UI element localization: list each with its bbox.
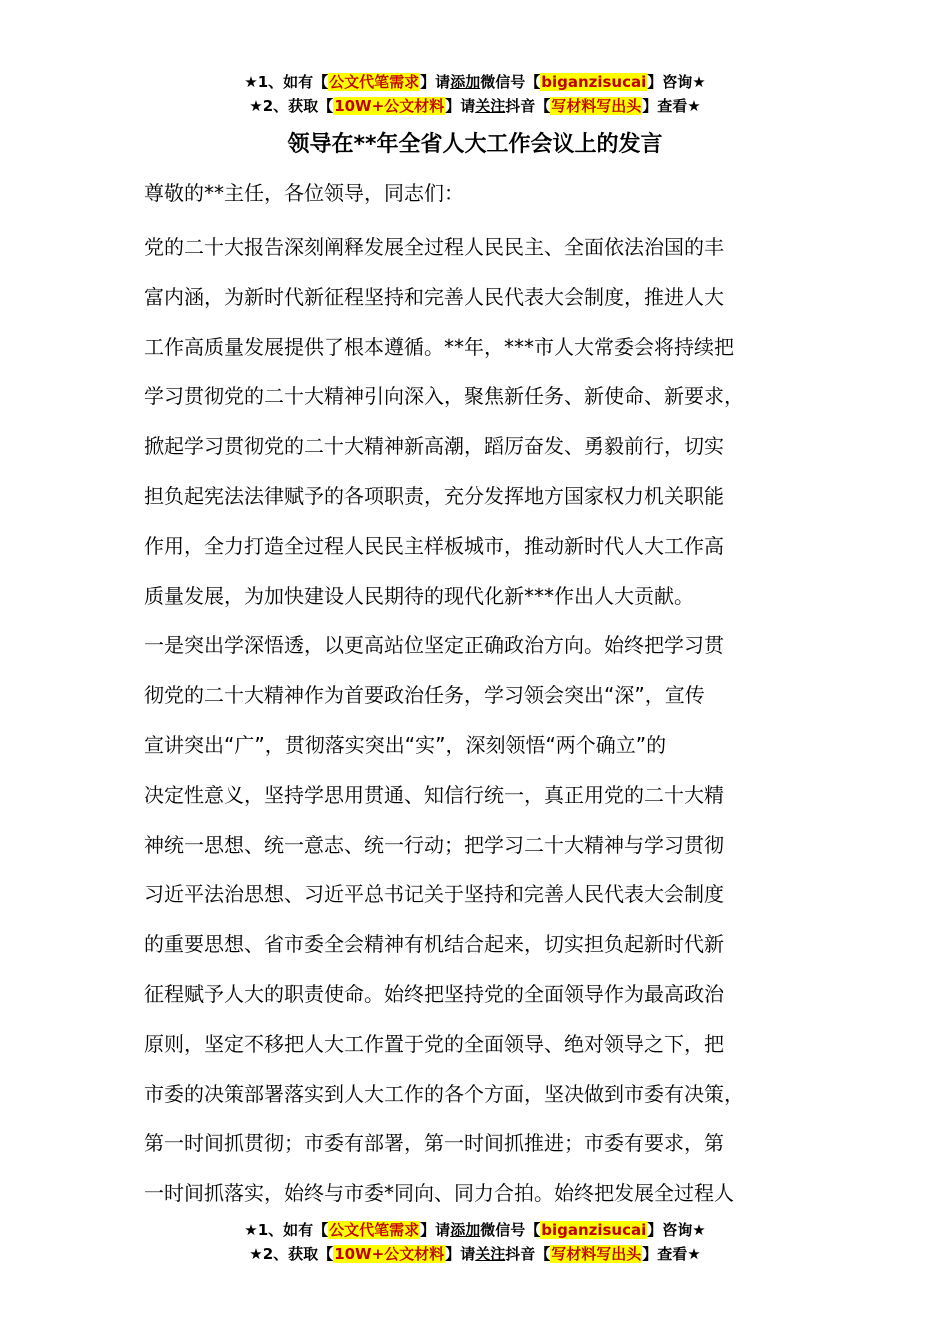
- body-line: 一是突出学深悟透，以更高站位坚定正确政治方向。始终把学习贯: [144, 633, 724, 658]
- highlight-service: 公文代笔需求: [329, 73, 420, 91]
- highlight-wechat-id: biganzisucai: [541, 1221, 647, 1239]
- promo-banner-top: [0, 70, 950, 118]
- body-line: 质量发展，为加快建设人民期待的现代化新***作出人大贡献。: [144, 583, 694, 608]
- body-line: 学习贯彻党的二十大精神引向深入，聚焦新任务、新使命、新要求，: [144, 384, 744, 409]
- body-line: 担负起宪法法律赋予的各项职责，充分发挥地方国家权力机关职能: [144, 483, 724, 508]
- document-body: [144, 223, 844, 1219]
- highlight-materials: 10W+公文材料: [334, 1245, 445, 1263]
- body-line: 掀起学习贯彻党的二十大精神新高潮，蹈厉奋发、勇毅前行，切实: [144, 434, 724, 459]
- promo-line-1: ★1、如有【公文代笔需求】请添加微信号【biganzisucai】咨询★: [244, 1221, 706, 1239]
- body-line: 党的二十大报告深刻阐释发展全过程人民民主、全面依法治国的丰: [144, 235, 724, 259]
- body-line: 第一时间抓贯彻；市委有部署，第一时间抓推进；市委有要求，第: [144, 1131, 724, 1156]
- highlight-service: 公文代笔需求: [329, 1221, 420, 1239]
- promo-line-1: ★1、如有【公文代笔需求】请添加微信号【biganzisucai】咨询★: [244, 73, 706, 91]
- body-line: 工作高质量发展提供了根本遵循。**年，***市人大常委会将持续把: [144, 334, 734, 359]
- body-line: 市委的决策部署落实到人大工作的各个方面，坚决做到市委有决策，: [144, 1081, 744, 1106]
- document-title: 领导在**年全省人大工作会议上的发言: [287, 132, 663, 157]
- promo-line-2: ★2、获取【10W+公文材料】请关注抖音【写材料写出头】查看★: [249, 1245, 701, 1263]
- body-line: 习近平法治思想、习近平总书记关于坚持和完善人民代表大会制度: [144, 882, 724, 907]
- body-line: 一时间抓落实，始终与市委*同向、同力合拍。始终把发展全过程人: [144, 1181, 734, 1206]
- body-line: 宣讲突出“广”，贯彻落实突出“实”，深刻领悟“两个确立”的: [144, 732, 667, 757]
- highlight-douyin-account: 写材料写出头: [551, 97, 642, 115]
- body-line: 彻党的二十大精神作为首要政治任务，学习领会突出“深”，宣传: [144, 683, 705, 708]
- promo-banner-bottom: [0, 1218, 950, 1266]
- body-line: 的重要思想、省市委全会精神有机结合起来，切实担负起新时代新: [144, 932, 724, 957]
- body-line: 征程赋予人大的职责使命。始终把坚持党的全面领导作为最高政治: [144, 981, 724, 1006]
- highlight-wechat-id: biganzisucai: [541, 73, 647, 91]
- body-line: 富内涵，为新时代新征程坚持和完善人民代表大会制度，推进人大: [144, 284, 724, 309]
- highlight-materials: 10W+公文材料: [334, 97, 445, 115]
- body-line: 作用，全力打造全过程人民民主样板城市，推动新时代人大工作高: [144, 533, 724, 558]
- body-line: 原则，坚定不移把人大工作置于党的全面领导、绝对领导之下，把: [144, 1031, 724, 1056]
- body-line: 决定性意义，坚持学思用贯通、知信行统一，真正用党的二十大精: [144, 782, 724, 807]
- body-line: 神统一思想、统一意志、统一行动；把学习二十大精神与学习贯彻: [144, 832, 724, 857]
- promo-line-2: ★2、获取【10W+公文材料】请关注抖音【写材料写出头】查看★: [249, 97, 701, 115]
- highlight-douyin-account: 写材料写出头: [551, 1245, 642, 1263]
- salutation: 尊敬的**主任，各位领导，同志们：: [144, 181, 464, 205]
